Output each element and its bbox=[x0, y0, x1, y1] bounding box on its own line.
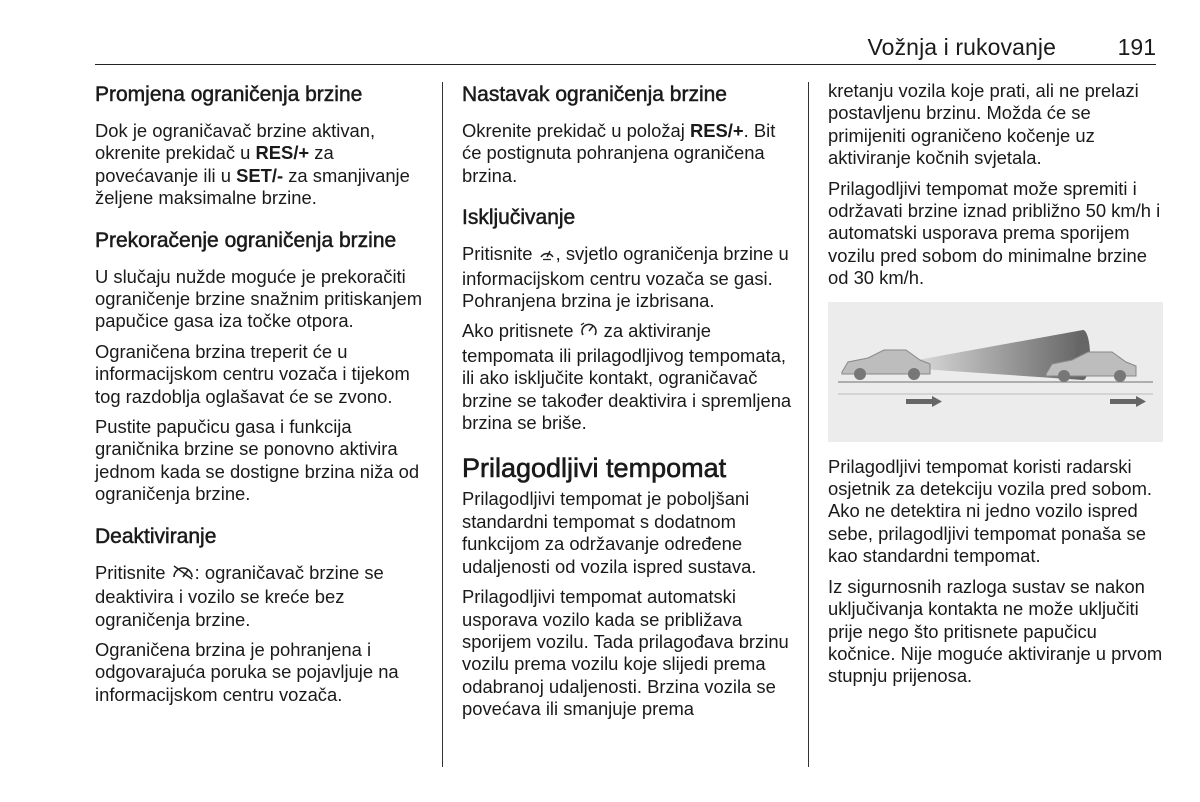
text: Pritisnite bbox=[462, 243, 538, 265]
section-heading: Isključivanje bbox=[462, 206, 576, 230]
page-header bbox=[95, 30, 1156, 65]
column-left bbox=[95, 82, 430, 724]
paragraph: kretanju vozila koje prati, ali ne prelazi postavljenu brzinu. Možda će se primijeniti ograničeno kočenje uz aktiviranje kočnih svjetala. bbox=[828, 80, 1139, 169]
paragraph: Prilagodljivi tempomat koristi radarski osjetnik za detekciju vozila pred sobom. Ako ne detektira ni jedno vozilo ispred sebe, prilagodljivi tempomat ponaša se kao standardni tempomat. bbox=[828, 455, 1153, 567]
section-title: Prilagodljivi tempomat bbox=[462, 453, 727, 484]
section-heading: Prekoračenje ograničenja brzine bbox=[95, 228, 397, 252]
chapter-title: Vožnja i rukovanje bbox=[867, 34, 1056, 60]
control-label: SET/- bbox=[236, 164, 284, 186]
text: za povećavanje ili u bbox=[95, 142, 334, 186]
section-limit-change bbox=[95, 82, 430, 210]
text: : ograničavač brzine se deaktivira i vozilo se kreće bez ograničenja brzine. bbox=[95, 561, 384, 630]
paragraph: Prilagodljivi tempomat automatski usporava vozilo kada se približava sporijem vozilu. Tada prilagođava brzinu vozilu prema vozilu koje slijedi prema odabranoj udaljenosti. Brzina vozila se povećava ili smanjuje prema bbox=[462, 586, 789, 720]
section-resume bbox=[462, 82, 792, 187]
paragraph: U slučaju nužde moguće je prekoračiti ograničenje brzine snažnim pritiskanjem papučice gasa iza točke otpora. bbox=[95, 265, 423, 332]
paragraph bbox=[462, 320, 792, 434]
section-deactivation bbox=[95, 524, 430, 706]
text: Pritisnite bbox=[95, 561, 171, 583]
column-divider bbox=[442, 82, 443, 767]
paragraph: Prilagodljivi tempomat je poboljšani standardni tempomat s dodatnom funkcijom za održavanje određene udaljenosti od vozila ispred sustava. bbox=[462, 488, 757, 577]
column-middle bbox=[462, 82, 792, 739]
section-limit-exceed bbox=[95, 228, 430, 506]
text: . Bit će postignuta pohranjena ograničena brzina. bbox=[462, 120, 776, 186]
column-divider bbox=[808, 82, 809, 767]
section-heading: Nastavak ograničenja brzine bbox=[462, 83, 727, 106]
column-right bbox=[828, 80, 1163, 696]
paragraph bbox=[95, 120, 430, 210]
section-switch-off bbox=[462, 205, 792, 434]
section-heading: Deaktiviranje bbox=[95, 524, 217, 548]
text: Dok je ograničavač brzine aktivan, okrenite prekidač u bbox=[95, 120, 376, 164]
control-label: RES/+ bbox=[689, 120, 744, 141]
paragraph: Ograničena brzina treperit će u informacijskom centru vozača i tijekom tog razdoblja oglašavat će se zvono. bbox=[95, 340, 410, 407]
paragraph: Pustite papučicu gasa i funkcija graničnika brzine se ponovno aktivira jednom kada se dostigne brzina niža od ograničenja brzine. bbox=[95, 416, 420, 505]
paragraph bbox=[462, 243, 792, 312]
section-heading: Promjena ograničenja brzine bbox=[95, 83, 363, 106]
paragraph bbox=[462, 120, 792, 187]
speed-limiter-off-icon bbox=[171, 563, 195, 586]
paragraph bbox=[95, 562, 430, 631]
speed-limiter-icon bbox=[538, 244, 556, 267]
cruise-control-icon bbox=[579, 321, 599, 344]
text: za smanjivanje željene maksimalne brzine. bbox=[95, 164, 410, 209]
radar-illustration bbox=[828, 302, 1163, 442]
text: Ako pritisnete bbox=[462, 320, 579, 342]
text: , svjetlo ograničenja brzine u informacijskom centru vozača se gasi. Pohranjena brzina je izbrisana. bbox=[462, 243, 789, 312]
text: Okrenite prekidač u položaj bbox=[462, 120, 690, 141]
control-label: RES/+ bbox=[255, 142, 310, 164]
text: za aktiviranje tempomata ili prilagodljivog tempomata, ili ako isključite kontakt, ograničavač brzine se također deaktivira i spremljena brzina se briše. bbox=[462, 320, 792, 434]
section-adaptive-cruise bbox=[462, 452, 792, 720]
paragraph: Ograničena brzina je pohranjena i odgovarajuća poruka se pojavljuje na informacijskom centru vozača. bbox=[95, 638, 399, 705]
page-number: 191 bbox=[1117, 34, 1156, 60]
paragraph: Prilagodljivi tempomat može spremiti i održavati brzine iznad približno 50 km/h i automatski usporava prema sporijem vozilu pred sobom do minimalne brzine od 30 km/h. bbox=[828, 177, 1161, 289]
paragraph: Iz sigurnosnih razloga sustav se nakon uključivanja kontakta ne može uključiti prije nego što pritisnete papučicu kočnice. Nije moguće aktiviranje u prvom stupnju prijenosa. bbox=[828, 575, 1163, 687]
